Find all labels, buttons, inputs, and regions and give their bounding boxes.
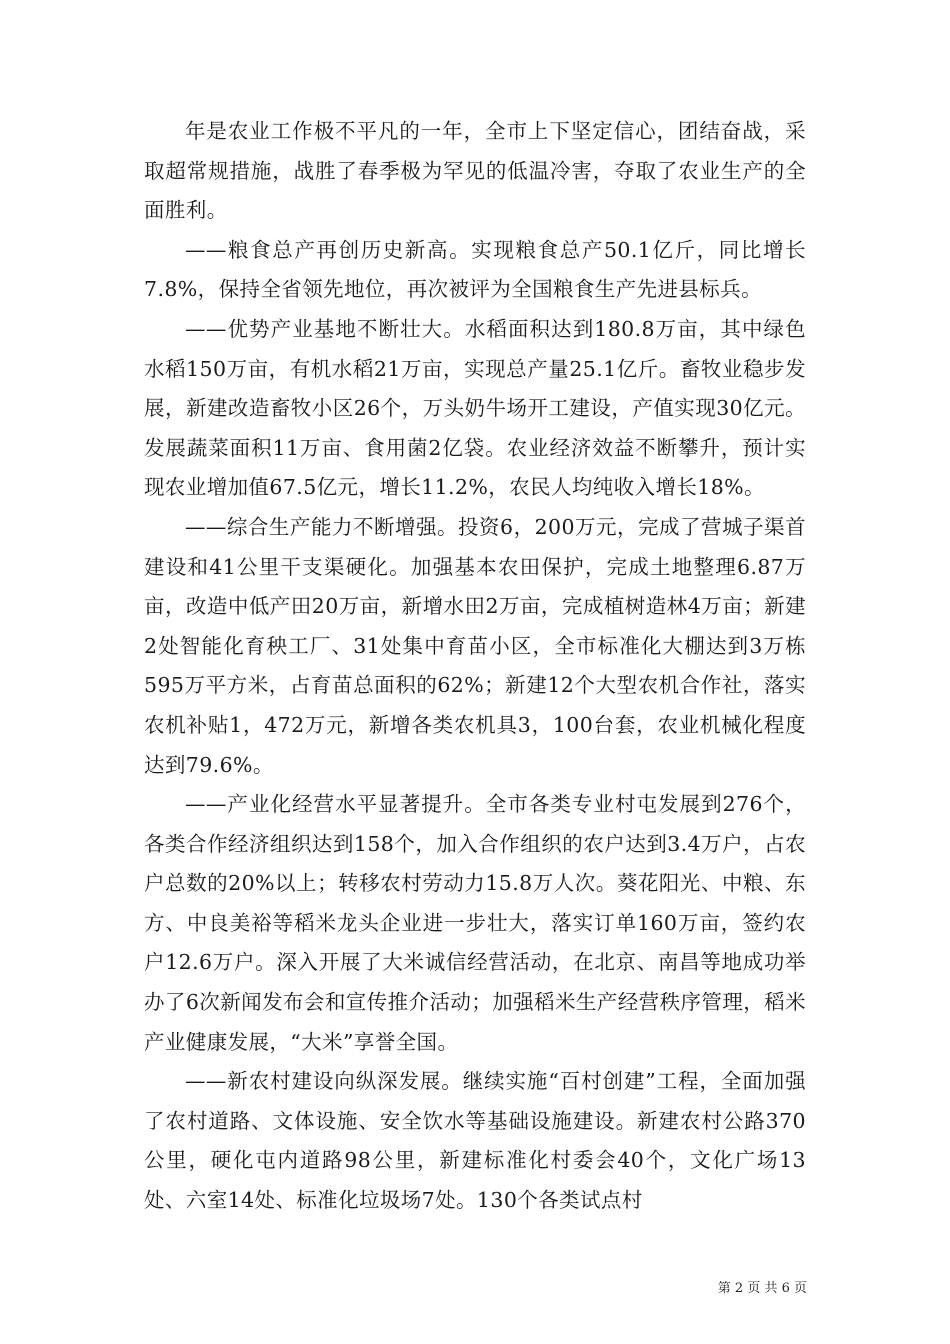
page-number-footer: 第 2 页 共 6 页 <box>717 1281 807 1296</box>
paragraph-intro: 年是农业工作极不平凡的一年，全市上下坚定信心，团结奋战，采取超常规措施，战胜了春季极为罕见的低温冷害，夺取了农业生产的全面胜利。 <box>144 119 806 223</box>
paragraph-industrialization: ——产业化经营水平显著提升。全市各类专业村屯发展到276个，各类合作经济组织达到158个，加入合作组织的农户达到3.4万户，占农户总数的20%以上；转移农村劳动力15.8万人次。葵花阳光、中粮、东方、中良美裕等稻米龙头企业进一步壮大，落实订单160万亩，签约农户12.6万户。深入开展了大米诚信经营活动，在北京、南昌等地成功举办了6次新闻发布会和宣传推介活动；加强稻米生产经营秩序管理，稻米产业健康发展，“大米”享誉全国。 <box>144 792 806 1054</box>
paragraph-production-capacity: ——综合生产能力不断增强。投资6，200万元，完成了营城子渠首建设和41公里干支渠硬化。加强基本农田保护，完成土地整理6.87万亩，改造中低产田20万亩，新增水田2万亩，完成植树造林4万亩；新建2处智能化育秧工厂、31处集中育苗小区，全市标准化大棚达到3万栋595万平方米，占育苗总面积的62%；新建12个大型农机合作社，落实农机补贴1，472万元，新增各类农机具3，100台套，农业机械化程度达到79.6%。 <box>144 514 806 777</box>
paragraph-grain-output: ——粮食总产再创历史新高。实现粮食总产50.1亿斤，同比增长7.8%，保持全省领先地位，再次被评为全国粮食生产先进县标兵。 <box>144 237 806 302</box>
paragraph-industry-base: ——优势产业基地不断壮大。水稻面积达到180.8万亩，其中绿色水稻150万亩，有机水稻21万亩，实现总产量25.1亿斤。畜牧业稳步发展，新建改造畜牧小区26个，万头奶牛场开工建设，产值实现30亿元。发展蔬菜面积11万亩、食用菌2亿袋。农业经济效益不断攀升，预计实现农业增加值67.5亿元，增长11.2%，农民人均纯收入增长18%。 <box>144 316 806 500</box>
paragraph-new-countryside: ——新农村建设向纵深发展。继续实施“百村创建”工程，全面加强了农村道路、文体设施、安全饮水等基础设施建设。新建农村公路370公里，硬化屯内道路98公里，新建标准化村委会40个，文化广场13处、六室14处、标准化垃圾场7处。130个各类试点村 <box>144 1069 806 1213</box>
document-body <box>144 112 806 1221</box>
